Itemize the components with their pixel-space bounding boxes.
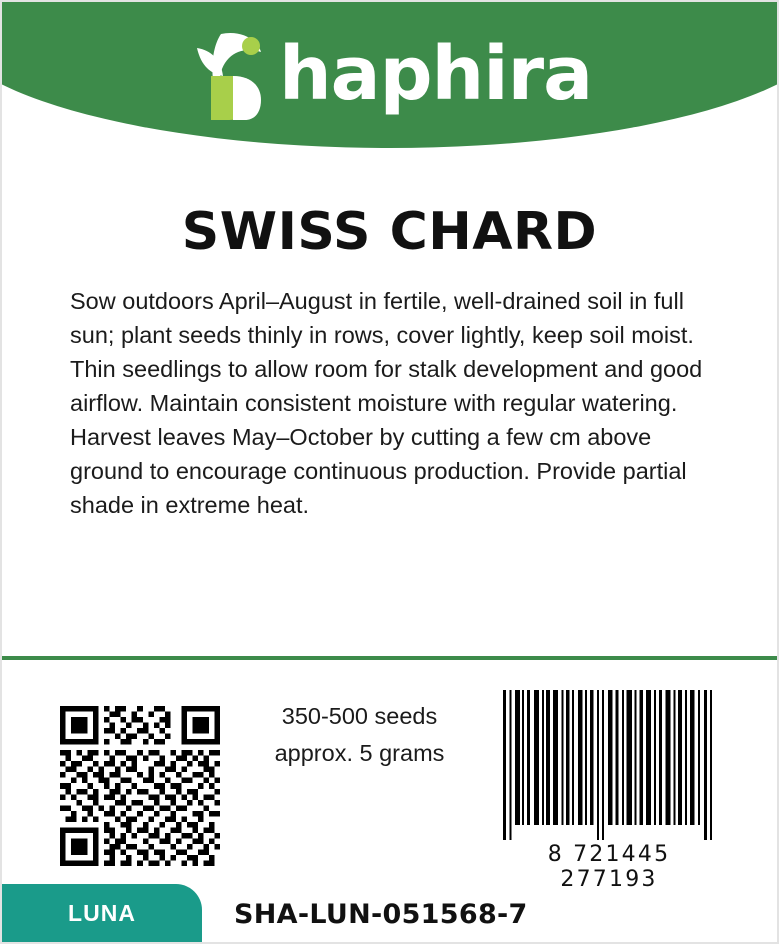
codes-row <box>2 674 777 892</box>
variety-name: LUNA <box>68 899 136 926</box>
brand-name: haphira <box>278 31 593 117</box>
section-divider <box>2 656 777 660</box>
variety-badge <box>2 884 202 942</box>
quantity-block <box>220 674 499 772</box>
packet-footer <box>2 880 777 942</box>
barcode-block <box>499 674 719 892</box>
sku-code: SHA-LUN-051568-7 <box>234 899 528 930</box>
barcode-icon <box>499 690 719 840</box>
seed-count: 350-500 seeds <box>281 703 438 729</box>
qr-code-icon[interactable] <box>60 690 220 850</box>
packet-body <box>2 152 777 522</box>
brand-header <box>2 2 777 152</box>
leaf-sprout-icon <box>187 28 273 120</box>
barcode-number: 8 721445 277193 <box>547 842 671 892</box>
brand-lockup <box>2 28 777 120</box>
seed-weight: approx. 5 grams <box>274 740 445 766</box>
growing-instructions: Sow outdoors April–August in fertile, well-drained soil in full sun; plant seeds thinly in rows, cover lightly, keep soil moist. Thin seedlings to allow room for stalk development and good airflow. Maintain consistent moisture with regular watering. Harvest leaves May–October by cutting a few cm above ground to encourage continuous production. Provide partial shade in extreme heat. <box>70 288 703 518</box>
page-title: SWISS CHARD <box>181 202 598 262</box>
